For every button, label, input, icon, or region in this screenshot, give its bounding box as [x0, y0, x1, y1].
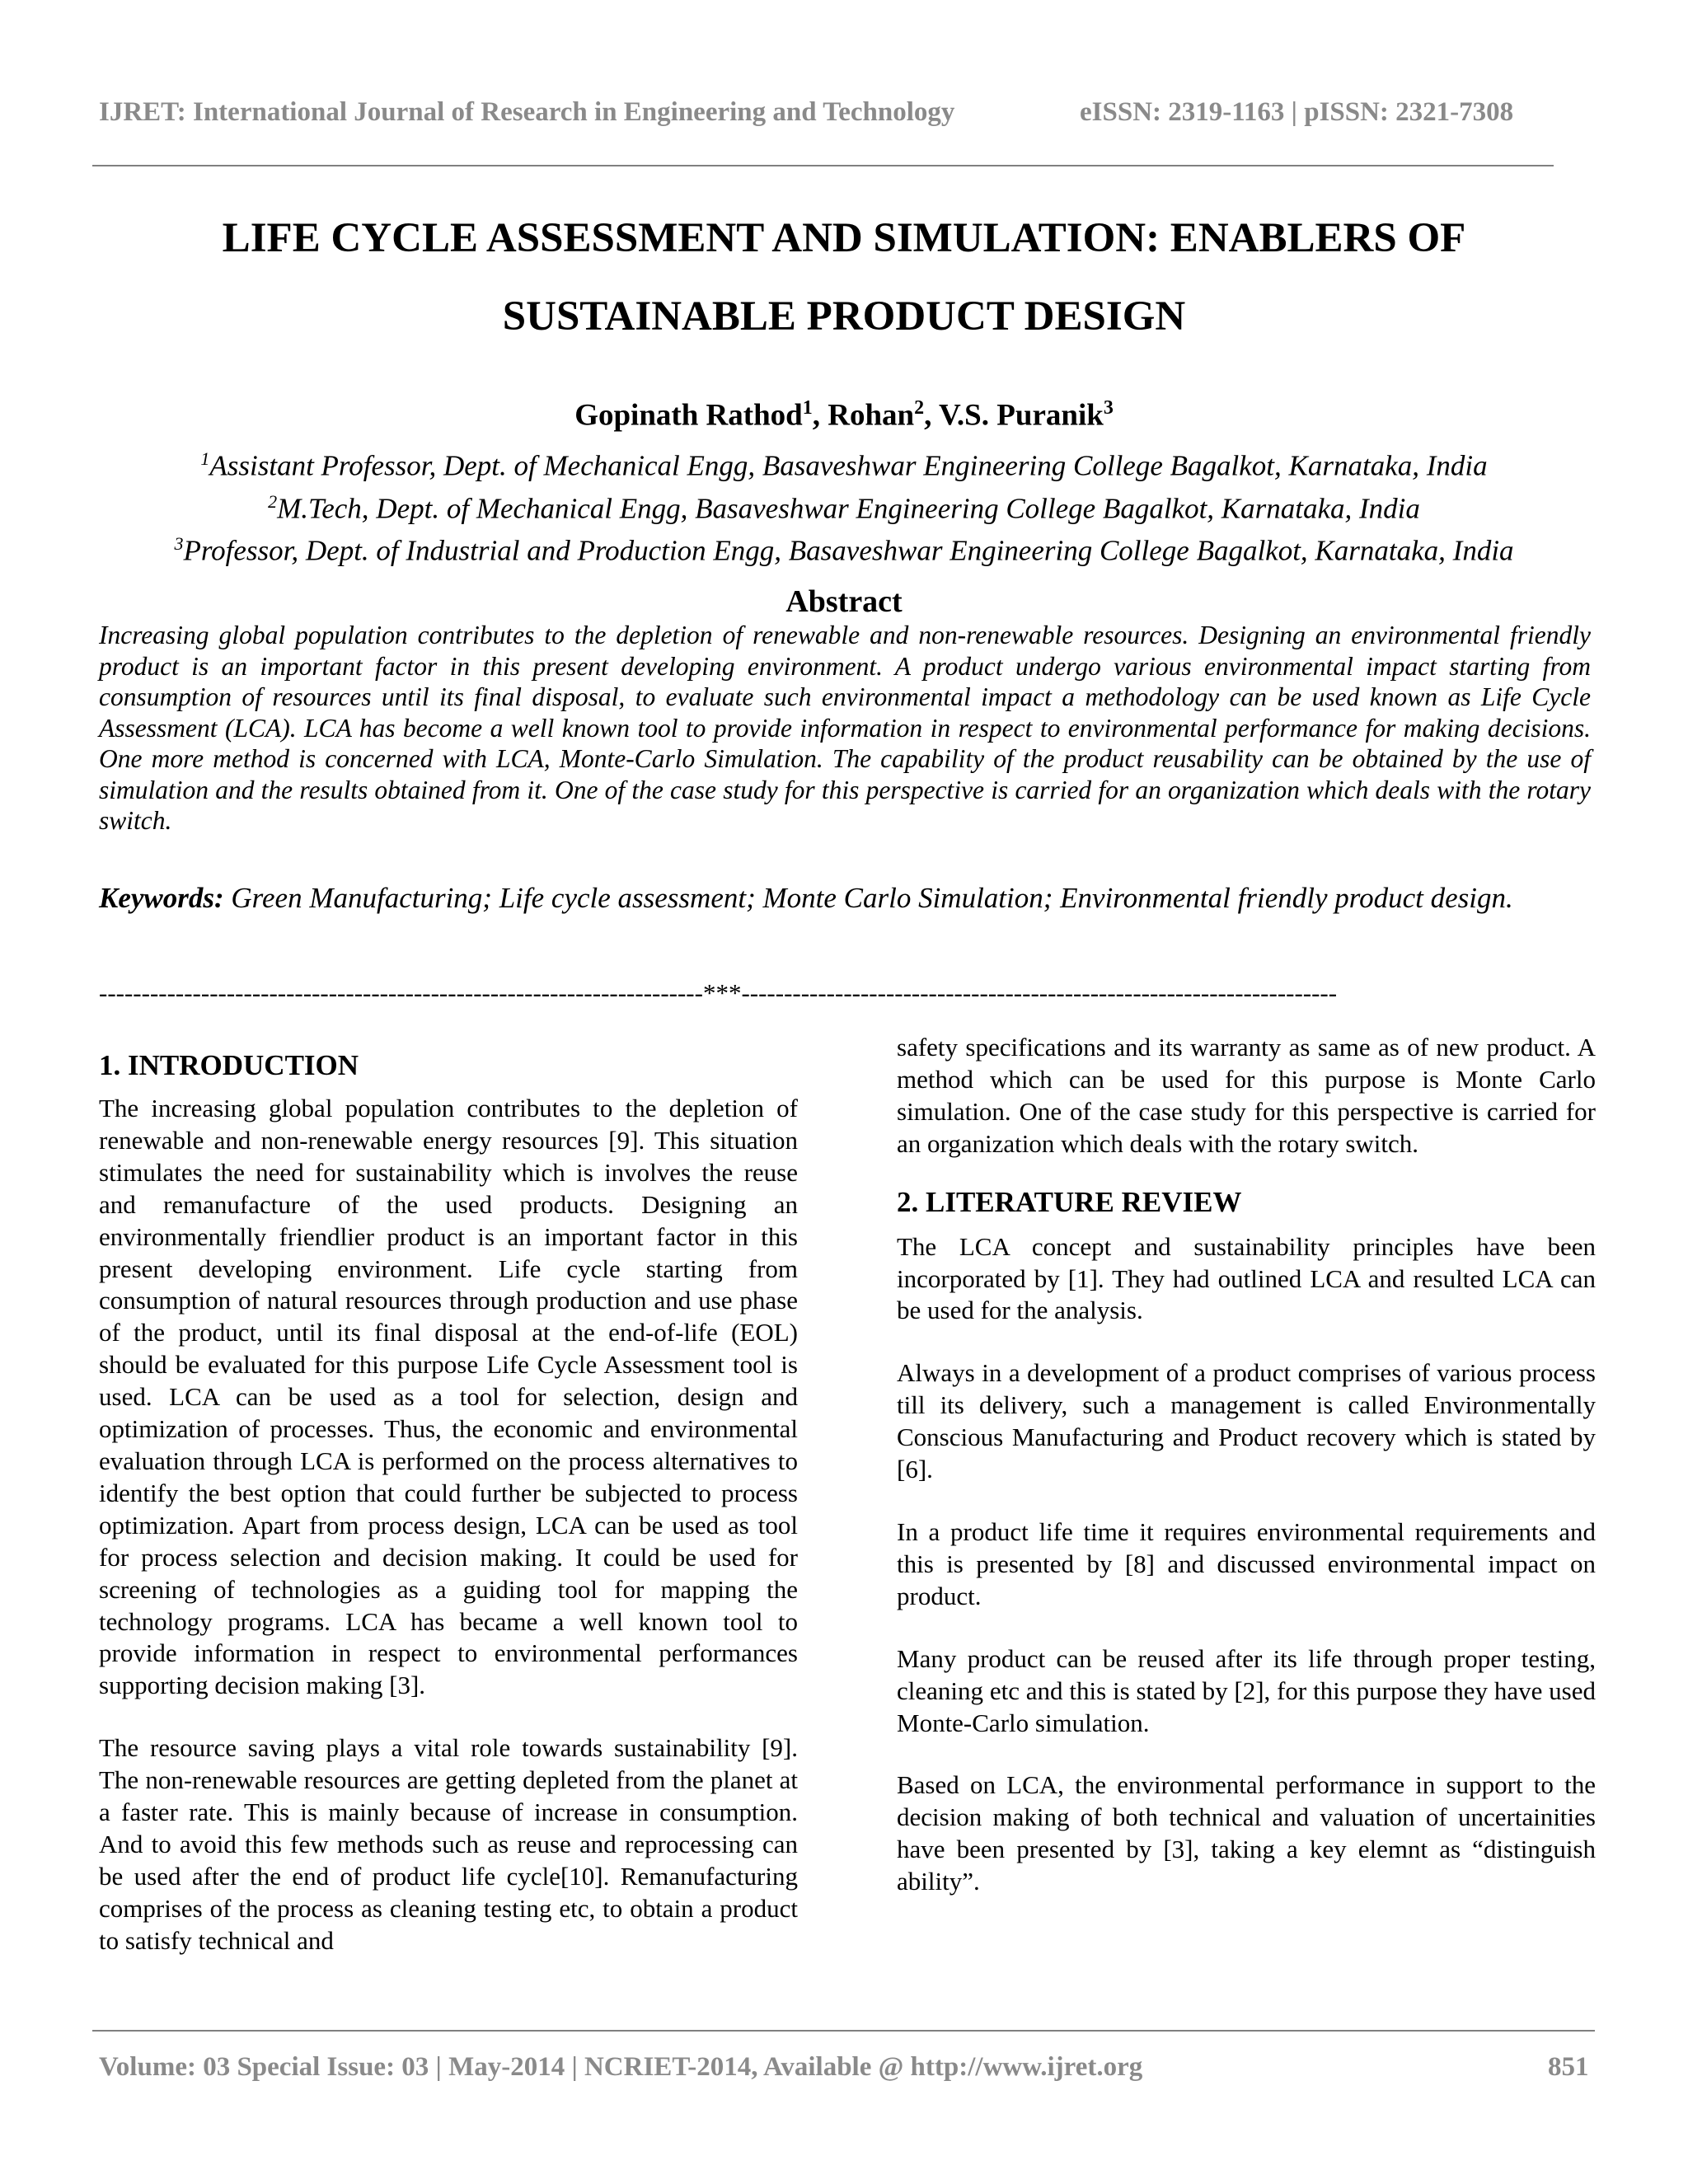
left-column: [99, 1045, 798, 1957]
literature-paragraph: Always in a development of a product comprises of various process till its delivery, such a management is called Environmentally Conscious Manufacturing and Product recovery which is stated by [6].: [897, 1358, 1596, 1484]
literature-paragraph: The LCA concept and sustainability principles have been incorporated by [1]. They had outlined LCA and resulted LCA can be used for the analysis.: [897, 1231, 1596, 1325]
intro-paragraph: The increasing global population contributes to the depletion of renewable and non-renewable energy resources [9]. This situation stimulates the need for sustainability which is involves the reuse and remanufacture of the used products. Designing an environmentally friendlier product is an important factor in this present developing environment. Life cycle starting from consumption of natural resources through production and use phase of the product, until its final disposal at the end-of-life (EOL) should be evaluated for this purpose Life Cycle Assessment tool is used. LCA can be used as a tool for selection, design and optimization of processes. Thus, the economic and environmental evaluation through LCA is performed on the process alternatives to identify the best option that could further be subjected to process optimization. Apart from process design, LCA can be used as tool for process selection and decision making. It could be used for screening of technologies as a guiding tool for mapping the technology programs. LCA has became a well known tool to provide information in respect to environmental performances supporting decision making [3].: [99, 1094, 798, 1700]
author-sup: 1: [802, 397, 813, 419]
author-name: Rohan: [828, 398, 915, 433]
affiliation-line: [82, 484, 1606, 527]
keywords-label: Keywords:: [99, 882, 224, 914]
affiliation-sup: 2: [268, 490, 278, 512]
literature-paragraph: Based on LCA, the environmental performance in support to the decision making of both technical and valuation of uncertainities have been presented by [3], taking a key elemnt as “distinguish ability”.: [897, 1770, 1596, 1896]
author-list: [92, 387, 1596, 436]
section-separator: -----------------------------------------------------------------------***----------------------------------------------------------------------: [99, 978, 1338, 1007]
title-line-2: SUSTAINABLE PRODUCT DESIGN: [502, 293, 1186, 340]
author-name: Gopinath Rathod: [574, 398, 803, 433]
abstract-text: Increasing global population contributes to the depletion of renewable and non-renewable resources. Designing an environmental friendly product is an important factor in this present developing environment. A product undergo various environmental impact starting from consumption of resources until its final disposal, to evaluate such environmental impact a methodology can be used known as Life Cycle Assessment (LCA). LCA has become a well known tool to provide information in respect to environmental performance for making decisions. One more method is concerned with LCA, Monte-Carlo Simulation. The capability of the product reusability can be obtained by the use of simulation and the results obtained from it. One of the case study for this perspective is carried for an organization which deals with the rotary switch.: [99, 621, 1591, 835]
intro-paragraph: The resource saving plays a vital role towards sustainability [9]. The non-renewable resources are getting depleted from the planet at a faster rate. This is mainly because of increase in consumption. And to avoid this few methods such as reuse and reprocessing can be used after the end of product life cycle[10]. Remanufacturing comprises of the process as cleaning testing etc, to obtain a product to satisfy technical and: [99, 1733, 798, 1955]
author-separator: ,: [924, 398, 939, 433]
literature-heading: 2. LITERATURE REVIEW: [897, 1185, 1242, 1218]
abstract-heading: Abstract: [785, 584, 903, 619]
author-name: V.S. Puranik: [938, 398, 1104, 433]
author-sup: 2: [914, 397, 925, 419]
header-divider: [92, 165, 1554, 166]
keywords: [99, 874, 1591, 923]
title-line-1: LIFE CYCLE ASSESSMENT AND SIMULATION: ENABLERS OF: [222, 215, 1466, 261]
keywords-text: Green Manufacturing; Life cycle assessment; Monte Carlo Simulation; Environmental friendly product design.: [223, 882, 1513, 914]
affiliation-text: Assistant Professor, Dept. of Mechanical Engg, Basaveshwar Engineering College Bagalkot, Karnataka, India: [209, 449, 1488, 482]
intro-continued-paragraph: safety specifications and its warranty as same as of new product. A method which can be used for this purpose is Monte Carlo simulation. One of the case study for this perspective is carried for an organization which deals with the rotary switch.: [897, 1033, 1596, 1158]
intro-heading: 1. INTRODUCTION: [99, 1049, 359, 1081]
author-separator: ,: [812, 398, 828, 433]
page-number: 851: [1548, 2052, 1589, 2082]
literature-paragraph: In a product life time it requires environmental requirements and this is presented by [8] and discussed environmental impact on product.: [897, 1516, 1596, 1610]
issn-info: eISSN: 2319-1163 | pISSN: 2321-7308: [1080, 97, 1514, 127]
affiliation-sup: 3: [174, 533, 184, 555]
affiliation-line: [82, 441, 1606, 484]
affiliation-text: M.Tech, Dept. of Mechanical Engg, Basaveshwar Engineering College Bagalkot, Karnataka, India: [277, 492, 1420, 525]
author-sup: 3: [1103, 397, 1114, 419]
affiliation-text: Professor, Dept. of Industrial and Production Engg, Basaveshwar Engineering College Bagalkot, Karnataka, India: [183, 534, 1514, 567]
affiliation-list: [82, 441, 1606, 569]
footer-divider: [92, 2030, 1595, 2032]
right-column: [897, 1032, 1596, 1898]
affiliation-sup: 1: [200, 448, 210, 469]
paper-title: [92, 199, 1596, 356]
footer-citation: Volume: 03 Special Issue: 03 | May-2014 | NCRIET-2014, Available @ http://www.ijret.org: [99, 2052, 1143, 2082]
literature-paragraph: Many product can be reused after its life through proper testing, cleaning etc and this is stated by [2], for this purpose they have used Monte-Carlo simulation.: [897, 1643, 1596, 1737]
journal-name: IJRET: International Journal of Research in Engineering and Technology: [99, 97, 955, 127]
affiliation-line: [82, 526, 1606, 569]
